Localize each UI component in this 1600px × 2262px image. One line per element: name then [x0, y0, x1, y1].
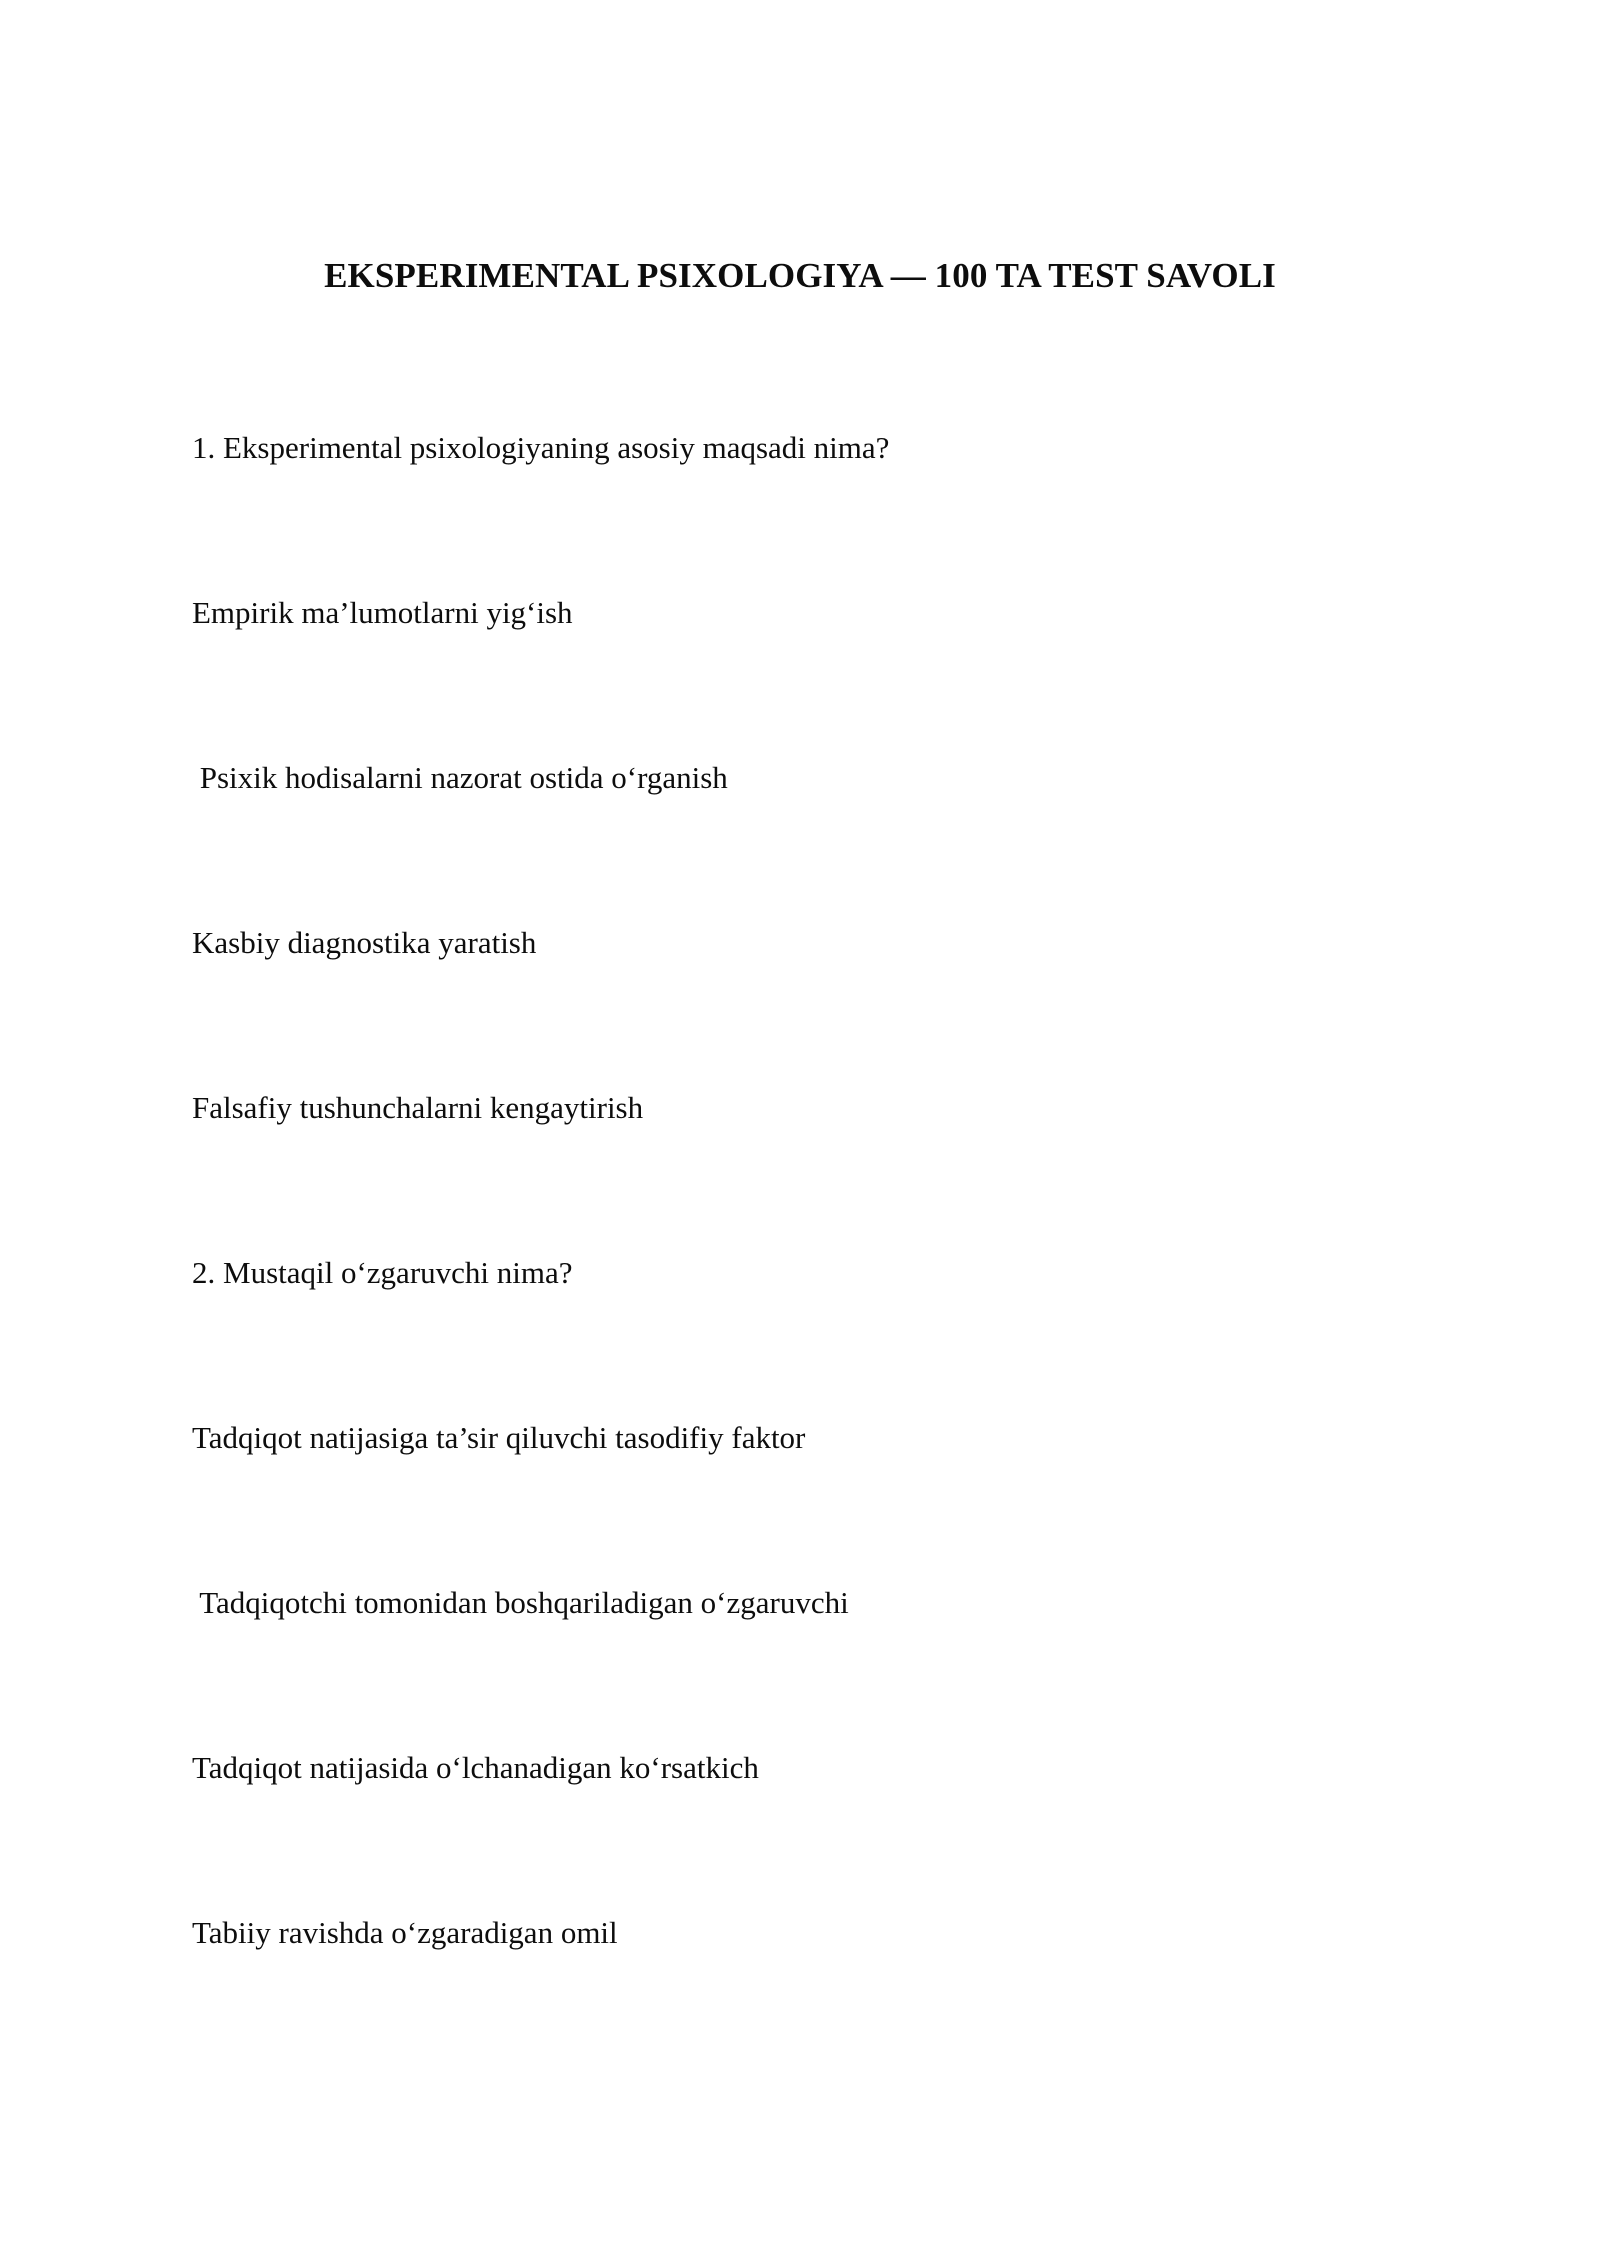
question-2: 2. Mustaqil oʻzgaruvchi nima? — [192, 1255, 573, 1290]
question-2-option-1: Tadqiqot natijasiga ta’sir qiluvchi tasodifiy faktor — [192, 1420, 806, 1455]
question-1-option-3: Kasbiy diagnostika yaratish — [192, 925, 537, 960]
question-2-option-4: Tabiiy ravishda oʻzgaradigan omil — [192, 1915, 618, 1950]
question-2-option-3: Tadqiqot natijasida oʻlchanadigan koʻrsatkich — [192, 1750, 759, 1785]
question-2-option-2: Tadqiqotchi tomonidan boshqariladigan oʻzgaruvchi — [192, 1585, 849, 1620]
question-1-option-4: Falsafiy tushunchalarni kengaytirish — [192, 1090, 644, 1125]
page-title: EKSPERIMENTAL PSIXOLOGIYA — 100 TA TEST SAVOLI — [324, 256, 1276, 295]
question-1-option-2: Psixik hodisalarni nazorat ostida oʻrganish — [192, 760, 728, 795]
question-1: 1. Eksperimental psixologiyaning asosiy maqsadi nima? — [192, 430, 890, 465]
question-1-option-1: Empirik ma’lumotlarni yigʻish — [192, 595, 573, 630]
